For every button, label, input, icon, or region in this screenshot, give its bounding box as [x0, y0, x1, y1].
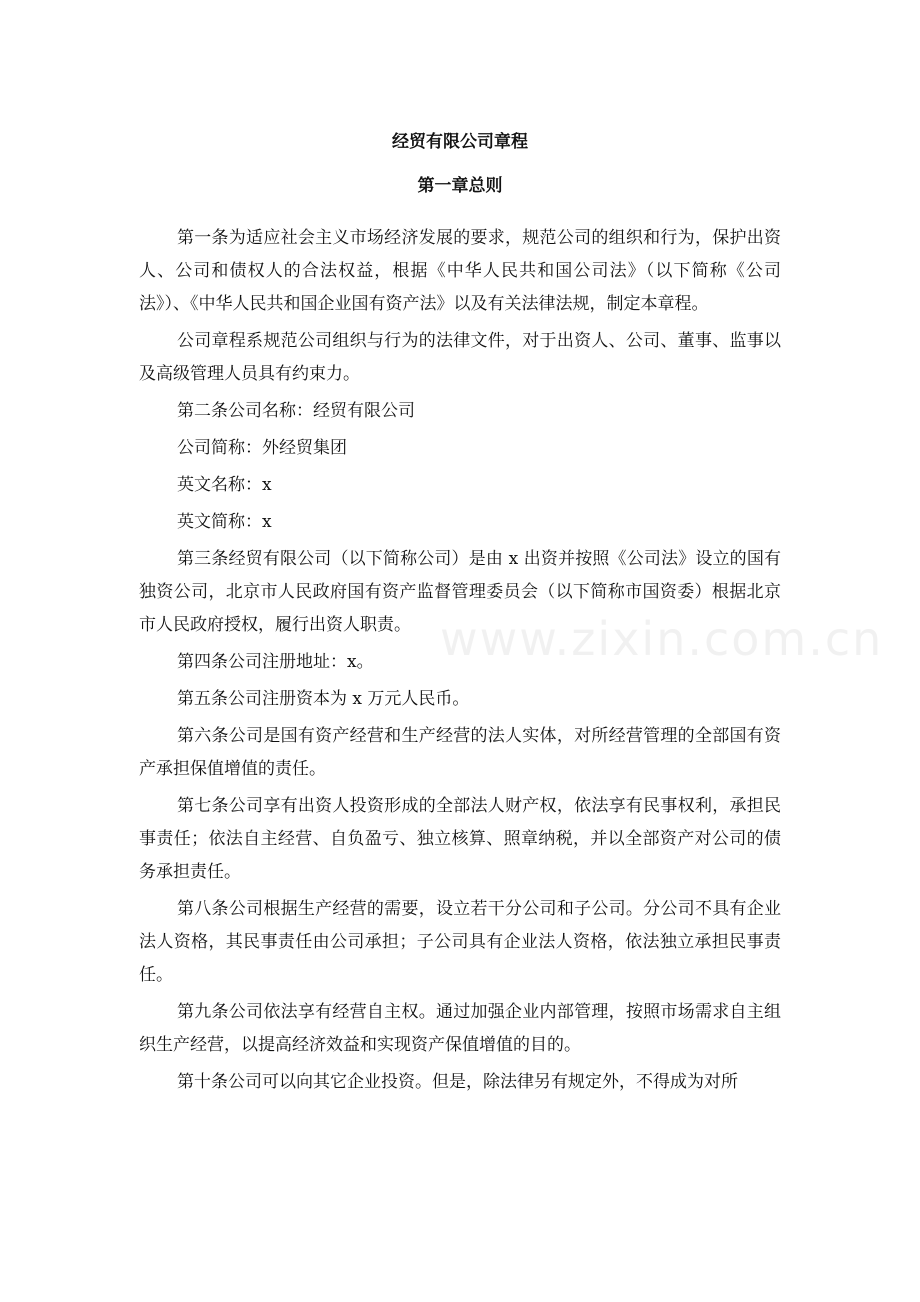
paragraph-english-short-name: 英文简称：x: [177, 512, 272, 532]
paragraph-article-7: 第七条公司享有出资人投资形成的全部法人财产权，依法享有民事权利，承担民事责任；依法自主经营、自负盈亏、独立核算、照章纳税，并以全部资产对公司的债务承担责任。: [139, 796, 781, 882]
paragraph-article-8: 第八条公司根据生产经营的需要，设立若干分公司和子公司。分公司不具有企业法人资格，其民事责任由公司承担；子公司具有企业法人资格，依法独立承担民事责任。: [139, 899, 781, 985]
paragraph-short-name: 公司简称：外经贸集团: [177, 438, 347, 458]
paragraph-article-6: 第六条公司是国有资产经营和生产经营的法人实体，对所经营管理的全部国有资产承担保值增值的责任。: [139, 726, 781, 779]
paragraph-article-5: 第五条公司注册资本为 x 万元人民币。: [177, 689, 470, 709]
watermark: www.zixin.com.cn: [440, 612, 884, 666]
document-title: 经贸有限公司章程: [392, 132, 528, 152]
paragraph-article-10: 第十条公司可以向其它企业投资。但是，除法律另有规定外，不得成为对所: [177, 1072, 738, 1092]
document-body: [139, 222, 781, 1103]
paragraph-article-2: 第二条公司名称：经贸有限公司: [177, 401, 415, 421]
paragraph-charter-binding: 公司章程系规范公司组织与行为的法律文件，对于出资人、公司、董事、监事以及高级管理人员具有约束力。: [139, 331, 781, 384]
paragraph-article-1: 第一条为适应社会主义市场经济发展的要求，规范公司的组织和行为，保护出资人、公司和债权人的合法权益，根据《中华人民共和国公司法》（以下简称《公司法》）、《中华人民共和国企业国有资产法》以及有关法律法规，制定本章程。: [139, 228, 781, 314]
paragraph-article-3: 第三条经贸有限公司（以下简称公司）是由 x 出资并按照《公司法》设立的国有独资公司，北京市人民政府国有资产监督管理委员会（以下简称市国资委）根据北京市人民政府授权，履行出资人职责。: [139, 549, 781, 635]
paragraph-english-name: 英文名称：x: [177, 475, 272, 495]
paragraph-article-9: 第九条公司依法享有经营自主权。通过加强企业内部管理，按照市场需求自主组织生产经营，以提高经济效益和实现资产保值增值的目的。: [139, 1002, 781, 1055]
chapter-heading: 第一章总则: [417, 176, 503, 196]
paragraph-article-4: 第四条公司注册地址：x。: [177, 652, 374, 672]
